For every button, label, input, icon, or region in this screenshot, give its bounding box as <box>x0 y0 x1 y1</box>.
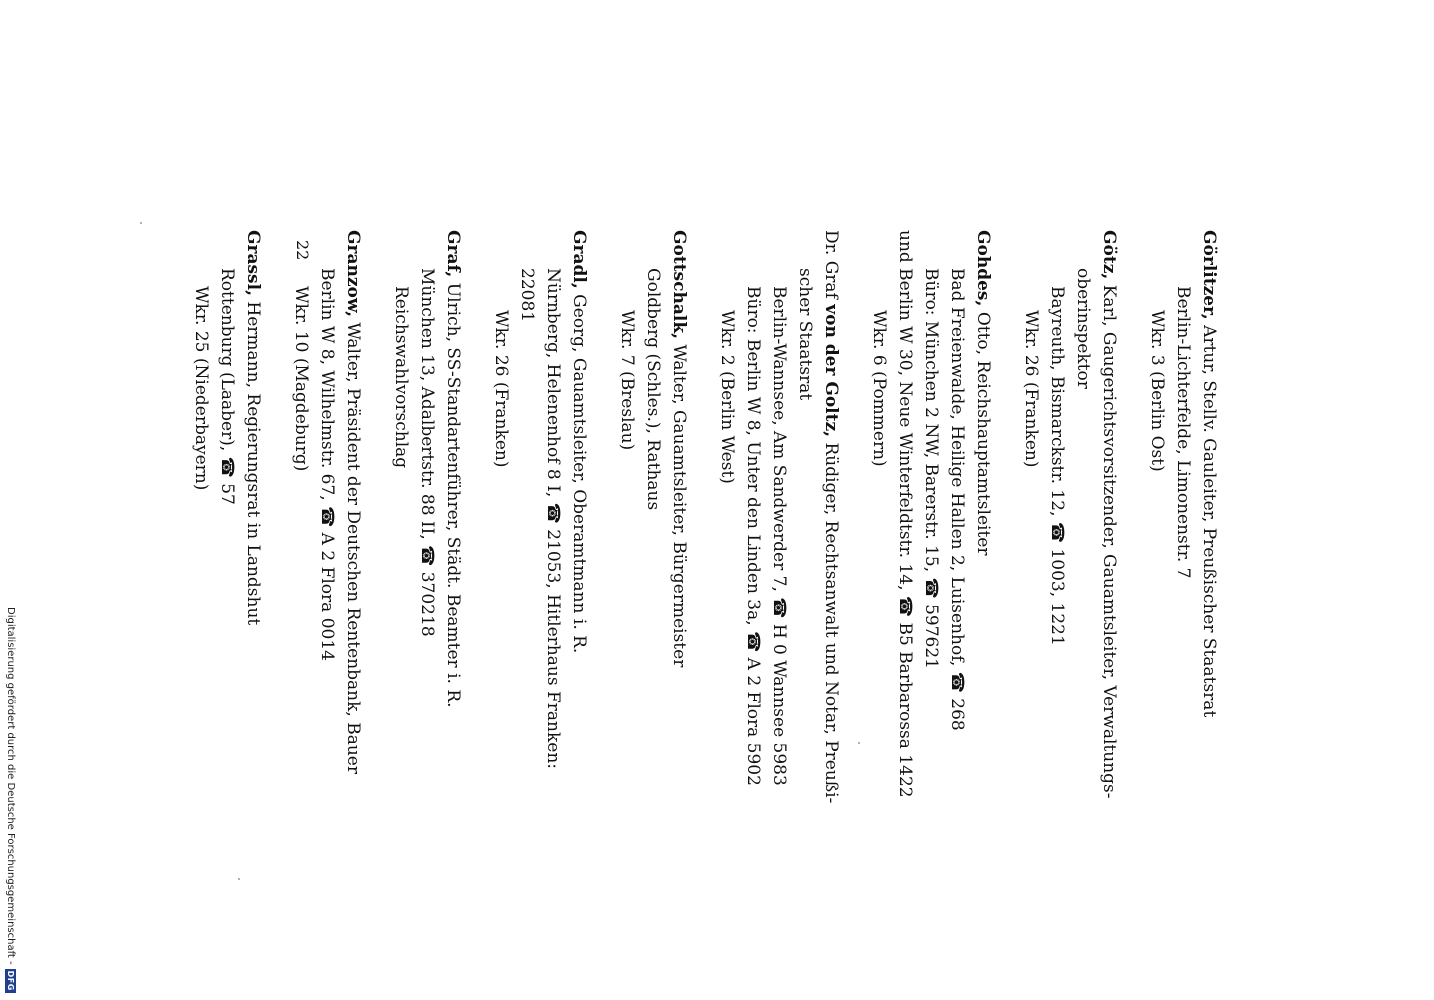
entry-line: Reichswahlvorschlag <box>391 286 411 469</box>
entry-line: Wkr. 10 (Magdeburg) <box>291 286 311 472</box>
footer-text: Digitalisierung gefördert durch die Deutsche Forschungsgemeinschaft - <box>5 607 16 965</box>
entry-line: und Berlin W 30, Neue Winterfeldtstr. 14, ☎ B5 Barbarossa 1422 <box>895 230 915 798</box>
entry-line: Wkr. 2 (Berlin West) <box>717 310 737 484</box>
entry-name: Görlitzer, <box>1199 230 1219 320</box>
entry-gradl <box>488 230 592 870</box>
entry-name: Grassl, <box>243 230 263 297</box>
entry-line: Wkr. 26 (Franken) <box>1021 310 1041 468</box>
entry-name: Gohdes, <box>973 230 993 307</box>
entry-line: Wkr. 7 (Breslau) <box>617 310 637 451</box>
entry-line: oberinspektor <box>1073 268 1093 389</box>
entry-name: Gradl, <box>569 230 589 289</box>
entry-line: Bayreuth, Bismarckstr. 12, ☎ 1003, 1221 <box>1047 286 1067 646</box>
digitization-footer <box>5 607 16 993</box>
entry-line: Wkr. 26 (Franken) <box>491 310 511 468</box>
entry-line: Bad Freienwalde, Heilige Hallen 2, Luisenhof, ☎ 268 <box>947 268 967 731</box>
entry-prefix: Dr. Graf <box>821 230 841 299</box>
entry-name: Granzow, <box>343 230 363 318</box>
entry-goetz <box>1018 230 1122 870</box>
scan-speck <box>858 742 860 744</box>
entry-name: Gottschalk, <box>669 230 689 340</box>
entry-line: Wkr. 25 (Niederbayern) <box>191 286 211 491</box>
entry-gottschalk <box>614 230 692 870</box>
entry-line: Berlin-Wannsee, Am Sandwerder 7, ☎ H 0 Wannsee 5983 <box>769 286 789 786</box>
entry-line: München 13, Adalbertstr. 88 II, ☎ 370218 <box>417 268 437 637</box>
entry-line: scher Staatsrat <box>795 268 815 401</box>
entry-line: Ulrich, SS-Standartenführer, Städt. Beamter i. R. <box>443 282 463 708</box>
entry-line: 22081 <box>517 268 537 323</box>
entry-line: Nürnberg, Helenenhof 8 I, ☎ 21053, Hitlerhaus Franken: <box>543 268 563 770</box>
entry-von-der-goltz <box>714 230 844 870</box>
page-text-block <box>191 230 1222 870</box>
entry-line: Walter, Präsident der Deutschen Rentenbank, Bauer <box>343 322 363 774</box>
entry-goerlitzer <box>1144 230 1222 870</box>
entry-line: Artur, Stellv. Gauleiter, Preußischer Staatsrat <box>1199 325 1219 718</box>
entry-name: Graf, <box>443 230 463 278</box>
entry-line: Georg, Gauamtsleiter, Oberamtmann i. R. <box>569 294 589 654</box>
scan-speck <box>140 222 142 224</box>
entry-granzow <box>288 230 366 870</box>
entry-name: Götz, <box>1099 230 1119 280</box>
entry-name: von der Goltz, <box>821 304 841 438</box>
entry-line: Rottenburg (Laaber), ☎ 57 <box>217 268 237 505</box>
entry-line: Karl, Gaugerichtsvorsitzender, Gauamtsleiter, Verwaltungs- <box>1099 284 1119 799</box>
page-number: 22 <box>293 240 312 261</box>
entry-line: Rüdiger, Rechtsanwalt und Notar, Preußi- <box>821 442 841 804</box>
entry-line: Wkr. 6 (Pommern) <box>869 310 889 467</box>
entry-line: Otto, Reichshauptamtsleiter <box>973 311 993 556</box>
entry-line: Büro: Berlin W 8, Unter den Linden 3a, ☎ A 2 Flora 5902 <box>743 286 763 786</box>
scan-speck <box>238 878 240 880</box>
entry-line: Berlin-Lichterfelde, Limonenstr. 7 <box>1173 286 1193 579</box>
entry-graf <box>388 230 466 870</box>
dfg-logo-icon: DFG <box>6 970 15 991</box>
entry-line: Hermann, Regierungsrat in Landshut <box>243 301 263 626</box>
entry-gohdes <box>866 230 996 870</box>
entry-grassl <box>188 230 266 870</box>
entry-line: Goldberg (Schles.), Rathaus <box>643 268 663 511</box>
entry-line: Walter, Gauamtsleiter, Bürgermeister <box>669 344 689 668</box>
entry-line: Berlin W 8, Wilhelmstr. 67, ☎ A 2 Flora 0014 <box>317 268 337 661</box>
entry-line: Wkr. 3 (Berlin Ost) <box>1147 310 1167 472</box>
entry-line: Büro: München 2 NW, Barerstr. 15, ☎ 597621 <box>921 268 941 670</box>
